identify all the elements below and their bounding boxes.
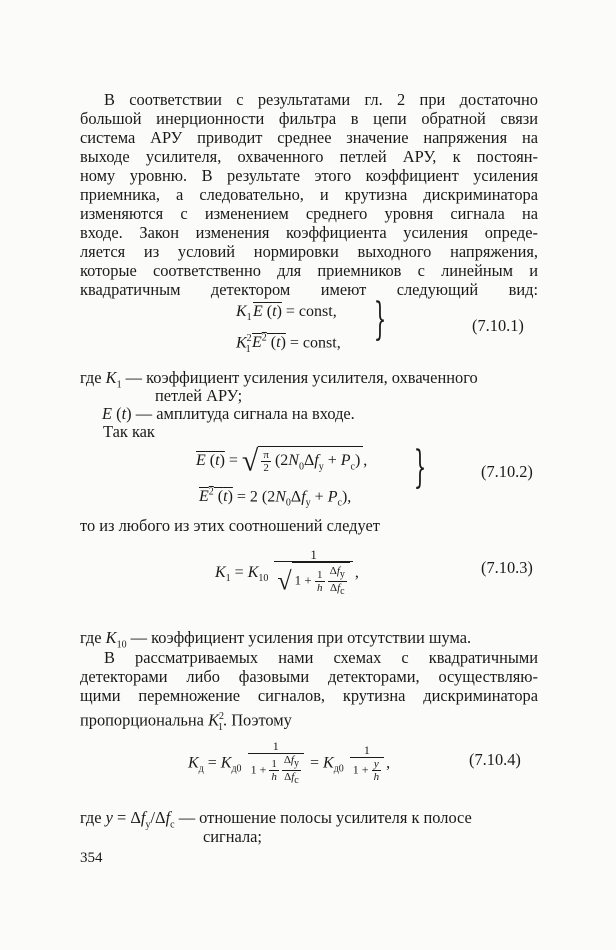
paragraph-1-line-7: изменяются с изменением среднего уровня сигнала на	[80, 204, 538, 223]
equation-7-10-2-brace: }	[413, 442, 427, 493]
paragraph-1-line-10: которые соответственно для приемников с линейным и	[80, 261, 538, 280]
equation-7-10-4: $K_д = K_{д0}$ 1 1 + $\frac{1}{h}$ $\frac{\Delta f_y}{\Delta f_c}$ = $K_{д0}$ 1 1 + $\frac{y}{h}$ ,	[188, 739, 391, 787]
paragraph-2-line-4-text: пропорциональна	[80, 710, 204, 730]
paragraph-2-line-1: В рассматриваемых нами схемах с квадратичными	[104, 648, 538, 667]
equation-7-10-1-line-2: $K^2_1$ $E^2$ (t) = const,	[236, 333, 341, 355]
definition-k1-text: — коэффициент усиления усилителя, охваченного	[125, 368, 478, 387]
equation-7-10-1-number: (7.10.1)	[472, 316, 524, 335]
definition-k10: где $K_{10}$ — коэффициент усиления при отсутствии шума.	[80, 628, 472, 651]
paragraph-1-line-11: квадратичным детектором имеют следующий вид:	[80, 280, 538, 299]
definition-k1-line-2: петлей АРУ;	[155, 386, 243, 405]
equation-7-10-3: $K_1 = K_{10}$ 1 √ 1 + $\frac{1}{h}$ $\frac{\Delta f_y}{\Delta f_c}$ ,	[215, 547, 359, 598]
paragraph-2-line-4-tail: . Поэтому	[223, 710, 292, 730]
paragraph-2-line-3: щими перемножение сигналов, крутизна дискриминатора	[80, 686, 538, 705]
paragraph-1-line-3: система АРУ приводит среднее значение напряжения на	[80, 128, 538, 147]
equation-7-10-1-brace: }	[373, 294, 387, 345]
definition-e: E (t) — амплитуда сигнала на входе.	[102, 404, 355, 423]
definition-k10-text: — коэффициент усиления при отсутствии шума.	[130, 628, 472, 647]
page-number: 354	[80, 850, 103, 866]
definition-y: где $y = \Delta f_y/\Delta f_c$ — отношение полосы усилителя к полосе	[80, 808, 472, 831]
equation-7-10-4-number: (7.10.4)	[469, 750, 521, 769]
paragraph-1-line-4: выходе усилителя, охваченного петлей АРУ, к постоян-	[80, 147, 538, 166]
paragraph-1-line-6: приемника, а следовательно, и крутизна дискриминатора	[80, 185, 538, 204]
definition-k1: где $K_1$ — коэффициент усиления усилителя, охваченного	[80, 368, 478, 391]
equation-7-10-2-line-2: $E^2$ (t) = 2 $(2N_0\Delta f_y + P_c)$,	[199, 487, 352, 509]
equation-7-10-1-line-1: $K_1$ E (t) = const,	[236, 303, 337, 324]
equation-7-10-2-line-1: E (t) = √ $\frac{\pi}{2}$ $(2N_0\Delta f_y + P_c)$ ,	[196, 444, 368, 478]
definition-e-text: — амплитуда сигнала на входе.	[135, 404, 355, 423]
paragraph-1-line-8: входе. Закон изменения коэффициента усиления опреде-	[80, 223, 538, 242]
paragraph-1-line-2: большой инерционности фильтра в цепи обратной связи	[80, 109, 538, 128]
paragraph-2-line-2: детекторами либо фазовыми детекторами, осуществляю-	[80, 667, 538, 686]
definition-y-text: — отношение полосы усилителя к полосе	[178, 808, 472, 827]
since-label: Так как	[103, 422, 155, 441]
equation-7-10-3-number: (7.10.3)	[481, 558, 533, 577]
paragraph-1-line-9: ляется из условий нормировки выходного напряжения,	[80, 242, 538, 261]
equation-7-10-2-number: (7.10.2)	[481, 462, 533, 481]
paragraph-1-line-5: ному уровню. В результате этого коэффициент усиления	[80, 166, 538, 185]
definition-y-line-2: сигнала;	[203, 827, 262, 846]
then-text: то из любого из этих соотношений следует	[80, 516, 380, 535]
paragraph-1-line-1: В соответствии с результатами гл. 2 при достаточно	[104, 90, 538, 109]
paragraph-2-line-4: пропорциональна $K^2_1$. Поэтому	[80, 710, 292, 733]
